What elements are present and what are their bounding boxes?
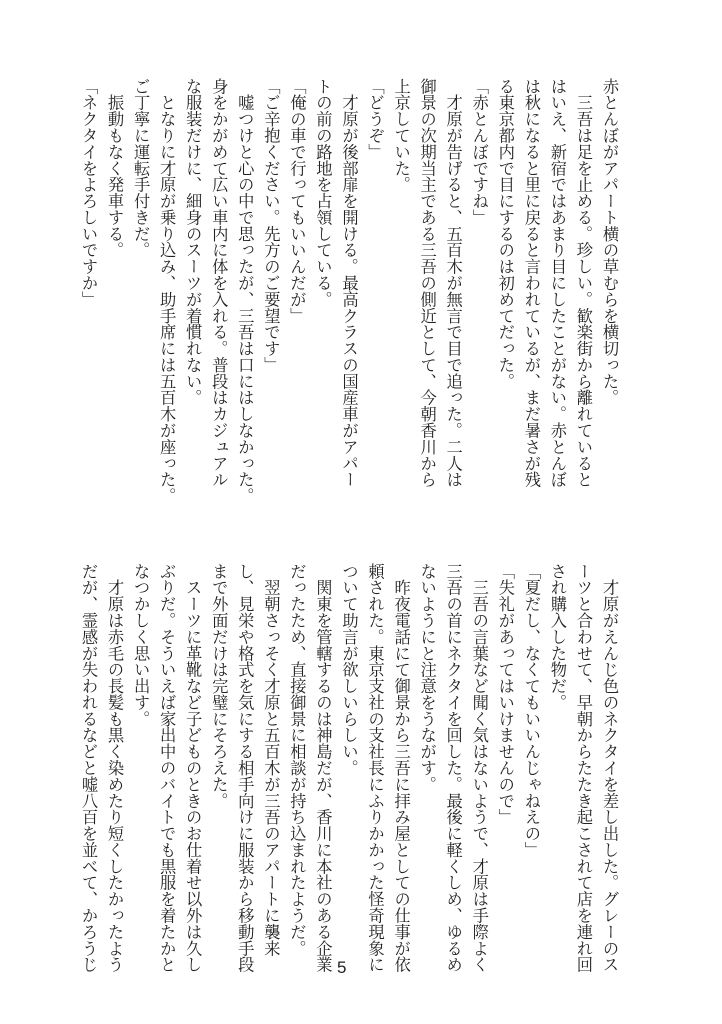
text-column: 「俺の車で行ってもいいんだが」 [287, 78, 307, 324]
text-column: 才原が後部扉を開ける。最高クラスの国産車がアパー [339, 78, 359, 488]
text-column: 御景の次期当主である三吾の側近として、今朝香川から [417, 78, 437, 488]
text-column: る東京都内で目にするのは初めてだった。 [495, 78, 515, 390]
text-column: 三吾の首にネクタイを回した。最後に軽くしめ、ゆるめ [443, 563, 463, 973]
text-column: され購入した物だ。 [547, 563, 567, 711]
text-column: 「夏だし、なくてもいいんじゃねえの」 [521, 563, 541, 859]
text-column: 頼された。東京支社の支社長にふりかかった怪奇現象に [365, 563, 385, 973]
text-column: はいえ、新宿ではあまり目にしたことがない。赤とんぼ [547, 78, 567, 488]
text-column: 才原が告げると、五百木が無言で目で追った。二人は [443, 78, 463, 488]
text-column: なつかしく思い出す。 [131, 563, 151, 727]
text-column: 「どうぞ」 [365, 78, 385, 160]
text-column: 才原がえんじ色のネクタイを差し出した。グレーのス [600, 563, 619, 973]
text-column: 「失礼があってはいけませんので」 [495, 563, 515, 826]
page-number: 5 [337, 958, 347, 977]
text-column: 「ご辛抱ください。先方のご要望です」 [261, 78, 281, 374]
text-column: ーツと合わせて、早朝からたたき起こされて店を連れ回 [573, 563, 593, 973]
text-column: 才原は赤毛の長髪も黒く染めたり短くしたかったよう [105, 563, 125, 973]
text-column: だが、霊感が失われるなどと嘘八百を並べて、かろうじ [79, 563, 98, 973]
text-column: は秋になると里に戻ると言われているが、まだ暑さが残 [521, 78, 541, 488]
text-column: 嘘つけと心の中で思ったが、三吾は口にはしなかった。 [235, 78, 255, 505]
text-column: 身をかがめて広い車内に体を入れる。普段はカジュアル [209, 78, 229, 488]
text-column: だったため、直接御景に相談が持ち込まれたようだ。 [287, 563, 307, 957]
text-column: ないようにと注意をうながす。 [417, 563, 437, 793]
text-column: 昨夜電話にて御景から三吾に拝み屋としての仕事が依 [391, 563, 411, 973]
text-column: トの前の路地を占領している。 [313, 78, 333, 308]
text-column: 「赤とんぼですね」 [469, 78, 489, 226]
text-column: 上京していた。 [391, 78, 411, 193]
text-column: スーツに革靴など子どものときのお仕着せ以外は久し [183, 563, 203, 973]
text-column: 関東を管轄するのは神島だが、香川に本社のある企業 [313, 563, 333, 973]
text-column: ぶりだ。そういえば家出中のバイトでも黒服を着たかと [157, 563, 177, 973]
text-column: 振動もなく発車する。 [105, 78, 125, 259]
text-column: 翌朝さっそく才原と五百木が三吾のアパートに襲来 [261, 563, 281, 957]
text-column: 三吾の言葉など聞く気はないようで、才原は手際よく [469, 563, 489, 973]
text-column: 赤とんぼがアパート横の草むらを横切った。 [600, 78, 619, 406]
text-column: 三吾は足を止める。珍しい。歓楽街から離れていると [573, 78, 593, 488]
text-column: となりに才原が乗り込み、助手席には五百木が座った。 [157, 78, 177, 505]
text-column: ついて助言が欲しいらしい。 [339, 563, 359, 777]
text-column: し、見栄や格式を気にする相手向けに服装から移動手段 [235, 563, 255, 973]
text-column: まで外面だけは完璧にそろえた。 [209, 563, 229, 809]
text-column: ご丁寧に運転手付きだ。 [131, 78, 151, 259]
text-column: 「ネクタイをよろしいですか」 [79, 78, 98, 308]
text-column: な服装だけに、細身のスーツが着慣れない。 [183, 78, 203, 406]
